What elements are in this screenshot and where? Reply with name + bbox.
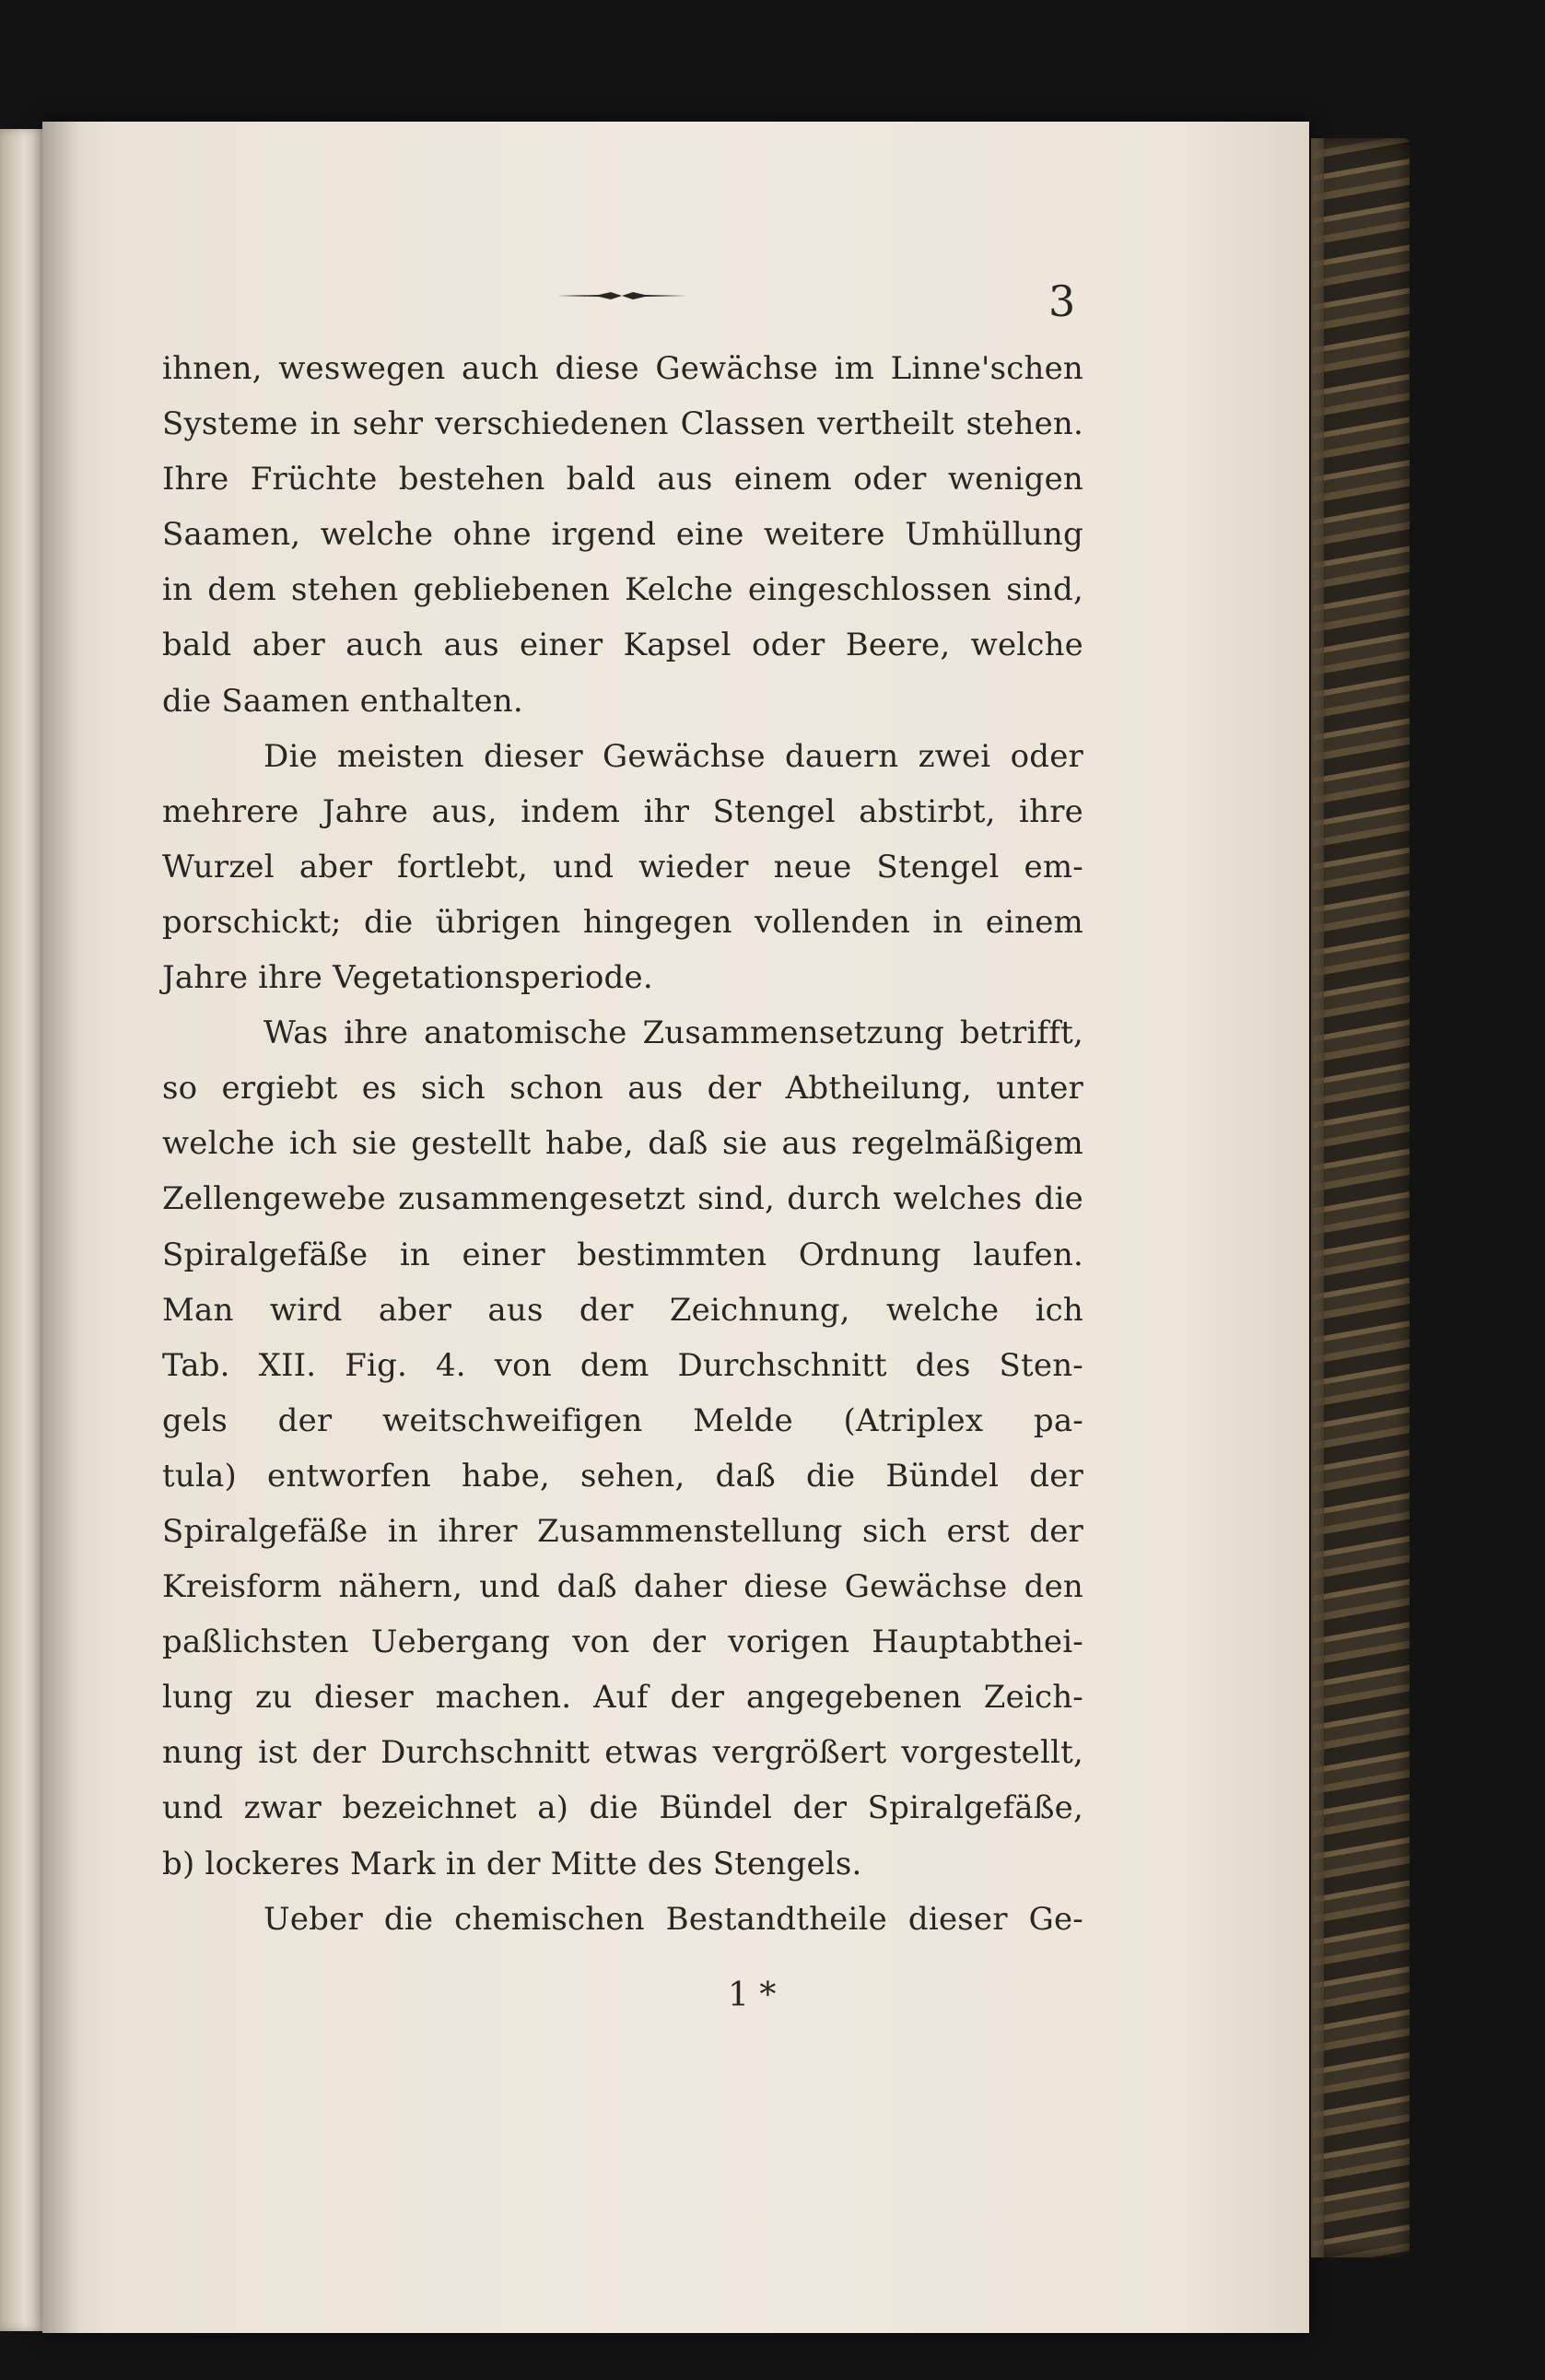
text-line: Spiralgefäße in ihrer Zusammenstellung sich erst der (162, 1512, 1083, 1550)
text-line: und zwar bezeichnet a) die Bündel der Spiralgefäße, (162, 1789, 1083, 1827)
text-line: Jahre ihre Vegetationsperiode. (162, 959, 653, 997)
text-line: gels der weitschweifigen Melde (Atriplex pa- (162, 1401, 1083, 1439)
text-line: in dem stehen gebliebenen Kelche eingeschlossen sind, (162, 571, 1083, 609)
text-line: Zellengewebe zusammengesetzt sind, durch welches die (162, 1180, 1083, 1218)
text-line: Was ihre anatomische Zusammensetzung betrifft, (263, 1014, 1083, 1052)
body-text (162, 341, 1083, 1947)
text-line: Ueber die chemischen Bestandtheile dieser Ge- (263, 1900, 1083, 1938)
text-line: Wurzel aber fortlebt, und wieder neue Stengel em- (162, 848, 1083, 885)
text-line: Saamen, welche ohne irgend eine weitere Umhüllung (162, 516, 1083, 554)
gutter-shadow (42, 122, 79, 2333)
text-line: tula) entworfen habe, sehen, daß die Bündel der (162, 1457, 1083, 1495)
text-line: bald aber auch aus einer Kapsel oder Beere, welche (162, 627, 1083, 664)
text-line: Spiralgefäße in einer bestimmten Ordnung laufen. (162, 1236, 1083, 1273)
text-line: welche ich sie gestellt habe, daß sie aus regelmäßigem (162, 1125, 1083, 1163)
text-line: die Saamen enthalten. (162, 682, 523, 720)
text-line: paßlichsten Uebergang von der vorigen Hauptabthei- (162, 1624, 1083, 1661)
text-line: so ergiebt es sich schon aus der Abtheilung, unter (162, 1070, 1083, 1108)
text-line: lung zu dieser machen. Auf der angegebenen Zeich- (162, 1679, 1083, 1717)
book-spine-edge (1311, 138, 1324, 2257)
text-line: porschickt; die übrigen hingegen vollenden in einem (162, 903, 1083, 941)
page-number: 3 (1048, 276, 1076, 326)
text-line: Ihre Früchte bestehen bald aus einem oder wenigen (162, 461, 1083, 498)
text-line: Tab. XII. Fig. 4. von dem Durchschnitt des Sten- (162, 1346, 1083, 1384)
text-line: Die meisten dieser Gewächse dauern zwei oder (263, 737, 1083, 775)
text-line: Man wird aber aus der Zeichnung, welche ich (162, 1291, 1083, 1329)
text-line: nung ist der Durchschnitt etwas vergrößert vorgestellt, (162, 1734, 1083, 1772)
text-line: b) lockeres Mark in der Mitte des Stengels. (162, 1845, 862, 1882)
book-spine (1313, 138, 1410, 2257)
header-ornament (557, 289, 686, 302)
signature-mark: 1 * (728, 1976, 777, 2014)
text-line: Kreisform nähern, und daß daher diese Gewächse den (162, 1568, 1083, 1606)
text-line: ihnen, weswegen auch diese Gewächse im Linne'schen (162, 350, 1083, 387)
text-line: Systeme in sehr verschiedenen Classen vertheilt stehen. (162, 405, 1083, 443)
text-line: mehrere Jahre aus, indem ihr Stengel abstirbt, ihre (162, 792, 1083, 830)
